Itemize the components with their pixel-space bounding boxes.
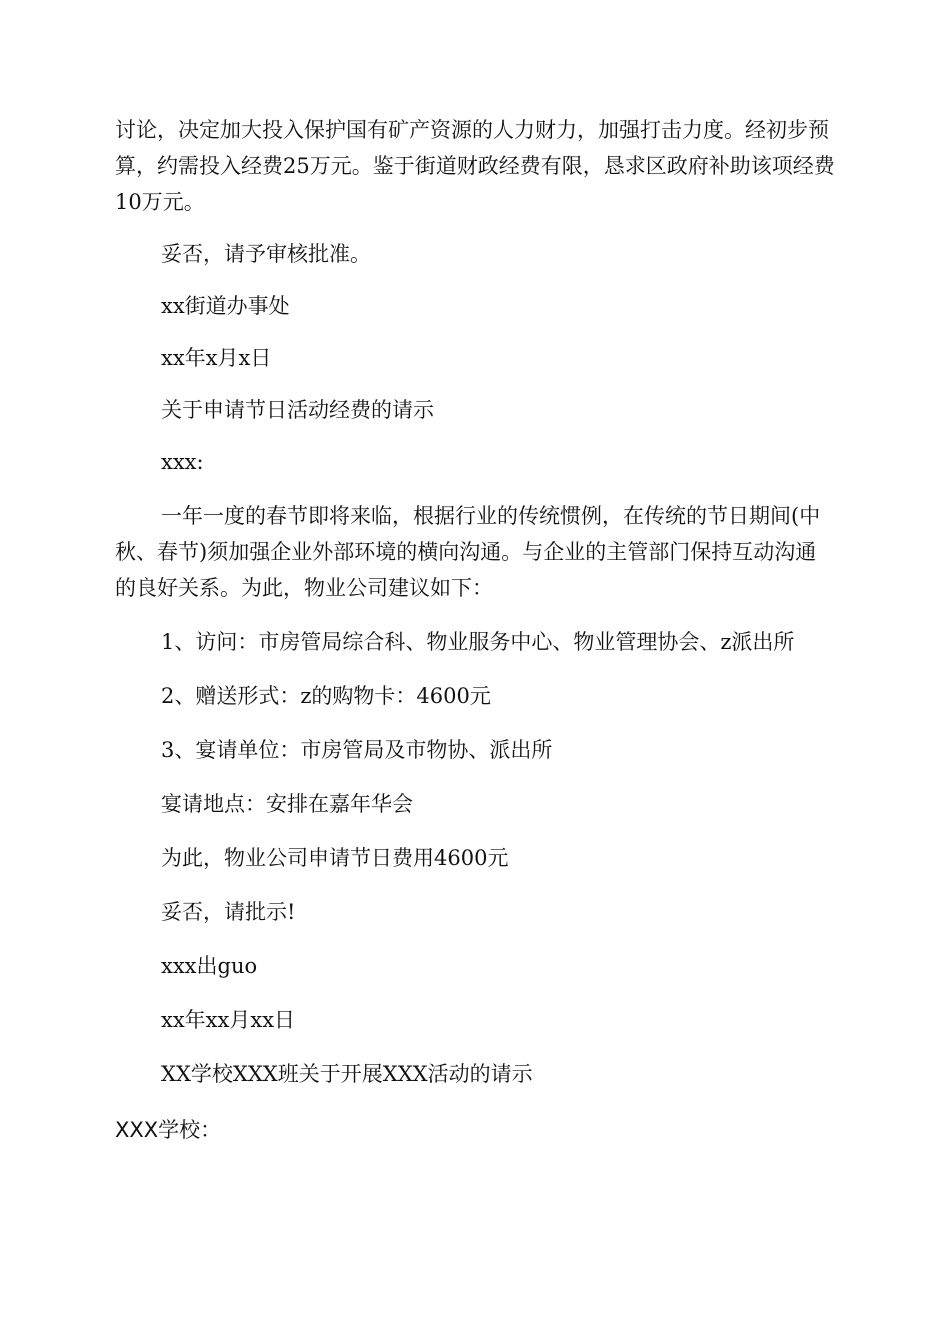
paragraph-date: xx年x月x日 (161, 346, 272, 370)
paragraph-banquet-units: 3、宴请单位：市房管局及市物协、派出所 (161, 738, 553, 762)
paragraph-gift-form: 2、赠送形式：z的购物卡：4600元 (161, 684, 491, 708)
paragraph-recipient: xxx: (161, 450, 204, 474)
paragraph-banquet-location: 宴请地点：安排在嘉年华会 (161, 792, 413, 816)
paragraph-visit-list: 1、访问：市房管局综合科、物业服务中心、物业管理协会、z派出所 (161, 630, 795, 654)
paragraph-budget-request: 讨论，决定加大投入保护国有矿产资源的人力财力，加强打击力度。经初步预算，约需投入经费25万元。鉴于街道财政经费有限，恳求区政府补助该项经费10万元。 (115, 118, 835, 214)
section-title-festival-funding: 关于申请节日活动经费的请示 (161, 398, 434, 422)
paragraph-approval-request: 妥否，请予审核批准。 (161, 242, 371, 266)
paragraph-school-recipient: XXX学校： (115, 1118, 222, 1142)
paragraph-sender-office: xx街道办事处 (161, 294, 290, 318)
paragraph-funding-amount: 为此，物业公司申请节日费用4600元 (161, 846, 509, 870)
paragraph-festival-background: 一年一度的春节即将来临，根据行业的传统惯例，在传统的节日期间(中秋、春节)须加强企业外部环境的横向沟通。与企业的主管部门保持互动沟通的良好关系。为此，物业公司建议如下： (115, 504, 821, 600)
paragraph-sender-signature: xxx出guo (161, 954, 258, 978)
document-body (115, 112, 835, 1148)
paragraph-second-date: xx年xx月xx日 (161, 1008, 296, 1032)
section-title-activity-request: XX学校XXX班关于开展XXX活动的请示 (161, 1062, 533, 1086)
paragraph-approval-instruction: 妥否，请批示! (161, 900, 296, 924)
